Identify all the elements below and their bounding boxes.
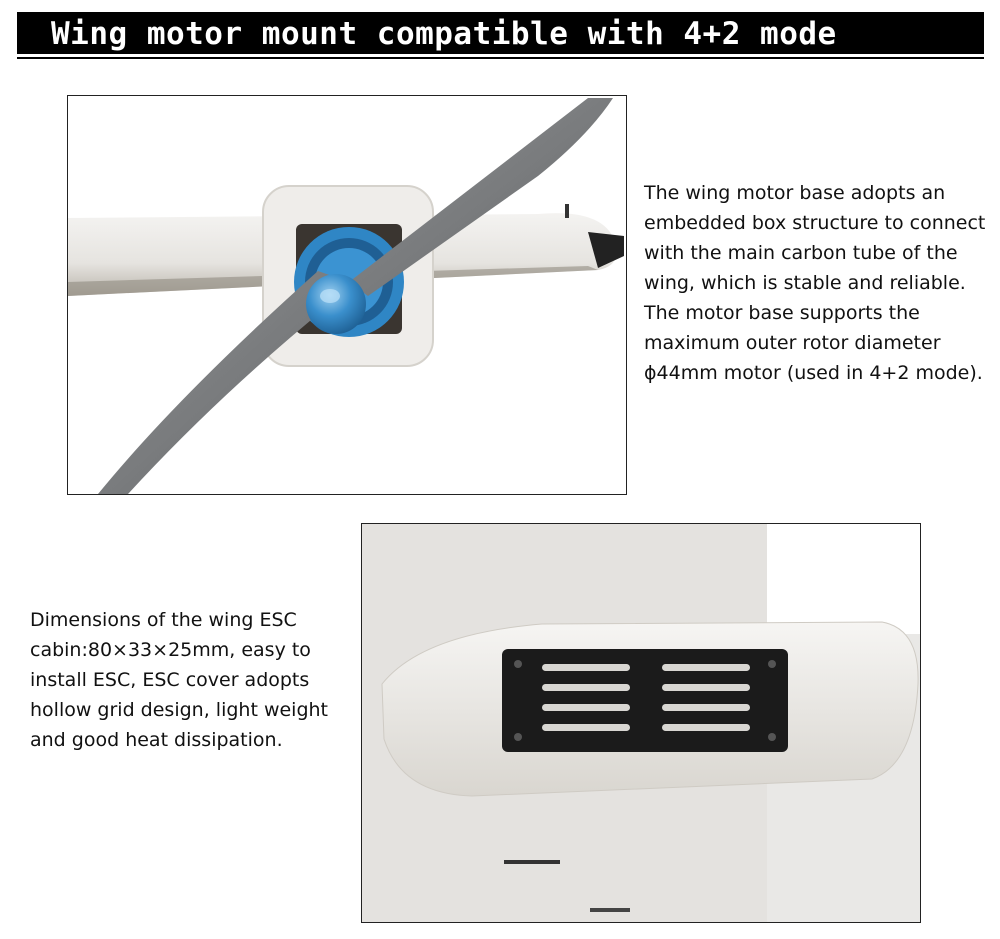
motor-mount-photo bbox=[67, 95, 627, 495]
title-underline bbox=[17, 57, 984, 59]
motor-description bbox=[644, 178, 994, 388]
esc-description bbox=[30, 605, 350, 755]
esc-description-paragraph: Dimensions of the wing ESC cabin:80×33×25mm, easy to install ESC, ESC cover adopts hollow grid design, light weight and good heat dissipation. bbox=[30, 609, 328, 751]
motor-mount-illustration bbox=[68, 96, 626, 494]
motor-description-paragraph-1: The wing motor base adopts an embedded box structure to connect with the main carbon tube of the wing, which is stable and reliable. bbox=[644, 182, 986, 294]
esc-cabin-photo bbox=[361, 523, 921, 923]
motor-description-paragraph-2: The motor base supports the maximum outer rotor diameter ϕ44mm motor (used in 4+2 mode). bbox=[644, 302, 983, 384]
title-bar bbox=[17, 12, 984, 54]
esc-cabin-illustration bbox=[362, 524, 920, 922]
page-title: Wing motor mount compatible with 4+2 mode bbox=[51, 16, 837, 52]
propeller-hub bbox=[306, 274, 366, 334]
